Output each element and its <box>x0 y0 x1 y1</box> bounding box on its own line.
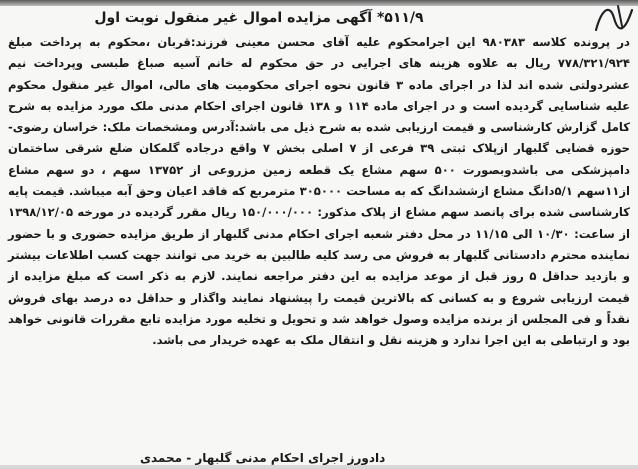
bottom-scan-edge <box>0 465 638 469</box>
top-scan-edge <box>0 0 638 6</box>
notice-body: در پرونده کلاسه ۹۸۰۳۸۳ این اجرامحکوم علیه آقای محسن معینی فرزند:قربان ،محکوم به پرداخت مبلغ ۷۷۸/۳۲۱/۹۲۴ ریال به علاوه هزینه های اجرایی در حق محکوم له خانم آسیه صباغ طبسی وپرداخت نیم عشردولتی شده اند لذا در اجرای ماده ۳ قانون نحوه اجرای محکومیت های مالی، اموال غیر منقول محکوم علیه شناسایی گردیده است و در اجرای ماده ۱۱۴ و ۱۳۸ قانون اجرای احکام مدنی ملک مورد مزایده به شرح کامل گزارش کارشناسی و قیمت ارزیابی شده به شرح ذیل می باشد:آدرس ومشخصات ملک: خراسان رضوی- حوزه قضایی گلبهار ازپلاک ثبتی ۳۹ فرعی از ۷ اصلی بخش ۷ واقع درجاده گلمکان ضلع شرقی ساختمان دامپزشکی می باشدوبصورت ۵۰۰ سهم مشاع یک قطعه زمین مزروعی از ۱۳۷۵۲ سهم ، دو سهم مشاع از۱۱سهم ۵/۱دانگ مشاع ازششدانگ که به مساحت ۳۰۵۰۰۰ مترمربع که فاقد اعیان وحق آبه میباشد. قیمت پایه کارشناسی شده برای پانصد سهم مشاع از پلاک مذکور: ۱۵۰/۰۰۰/۰۰۰ ریال مقرر گردیده در مورخه ۱۳۹۸/۱۲/۰۵ از ساعت: ۱۰/۳۰ الی ۱۱/۱۵ در محل دفتر شعبه اجرای احکام مدنی گلبهار از طریق مزایده حضوری و با حضور نماینده محترم دادستانی گلبهار به فروش می رسد کلیه طالبین به خرید می توانند جهت کسب اطلاعات بیشتر و بازدید حداقل ۵ روز قبل از موعد مزایده به این دفتر مراجعه نمایند. لازم به ذکر است که مبلغ مزایده از قیمت ارزیابی شروع و به کسانی که بالاترین قیمت را پیشنهاد نمایند واگذار و حداقل ده درصد بهای فروش نقداً و فی المجلس از برنده مزایده وصول خواهد شد و تحویل و تخلیه مورد مزایده تابع مقررات قانونی خواهد بود و ارتباطی به این اجرا ندارد و هزینه نقل و انتقال ملک به عهده خریدار می باشد. <box>8 35 631 348</box>
auction-notice <box>8 8 630 351</box>
notice-title: ۵۱۱/۹* آگهی مزایده اموال غیر منقول نوبت اول <box>94 10 424 26</box>
notice-signature: دادورز اجرای احکام مدنی گلبهار - محمدی <box>140 451 386 465</box>
